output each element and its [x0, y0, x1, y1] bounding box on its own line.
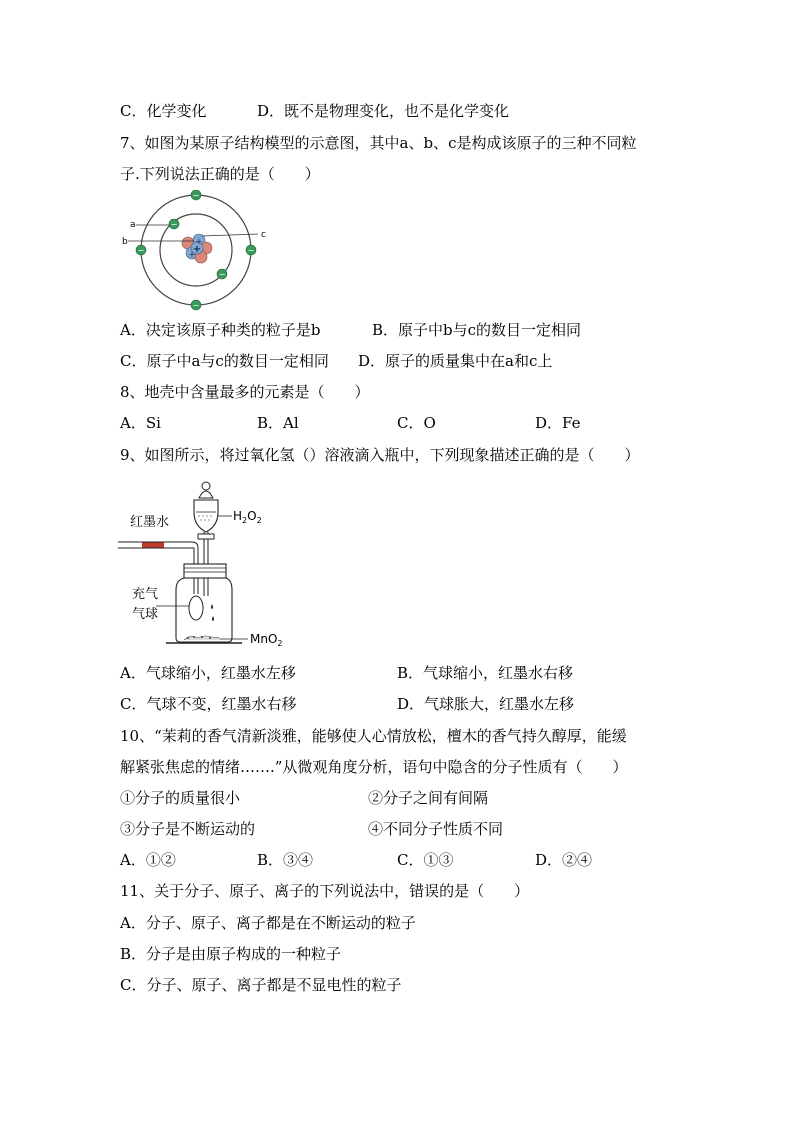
q7-stem-line1: 7、如图为某原子结构模型的示意图，其中a、b、c是构成该原子的三种不同粒: [120, 134, 637, 152]
svg-text:−: −: [218, 270, 226, 279]
q7-stem-line2: 子.下列说法正确的是（ ）: [120, 165, 320, 183]
q11-option-b: B．分子是由原子构成的一种粒子: [120, 945, 342, 963]
atom-structure-diagram: [118, 190, 278, 312]
q10-option-d: D．②④: [535, 851, 593, 869]
q9-option-b: B．气球缩小，红墨水右移: [397, 664, 574, 682]
q11-option-a: A．分子、原子、离子都是在不断运动的粒子: [120, 914, 416, 932]
q10-statement-4: ④不同分子性质不同: [368, 820, 504, 838]
q10-option-b: B．③④: [257, 851, 314, 869]
q8-option-d: D．Fe: [535, 414, 581, 432]
q9-option-d: D．气球胀大，红墨水左移: [397, 695, 575, 713]
q8-option-c: C．O: [397, 414, 436, 432]
q10-option-c: C．①③: [397, 851, 454, 869]
q7-option-b: B．原子中b与c的数目一定相同: [372, 321, 582, 339]
q10-option-a: A．①②: [120, 851, 176, 869]
label-a: a: [130, 220, 136, 230]
label-balloon-line2: 气球: [132, 607, 159, 622]
q9-option-c: C．气球不变，红墨水右移: [120, 695, 297, 713]
nucleus: [182, 234, 212, 263]
svg-text:−: −: [192, 301, 200, 310]
q10-stem-line1: 10、“茉莉的香气清新淡雅，能够使人心情放松，檀木的香气持久醇厚，能缓: [120, 727, 627, 745]
q9-option-a: A．气球缩小，红墨水左移: [120, 664, 296, 682]
svg-text:−: −: [170, 220, 178, 229]
q10-statement-2: ②分子之间有间隔: [368, 789, 489, 807]
svg-text:−: −: [192, 191, 200, 200]
q9-stem: 9、如图所示，将过氧化氢（）溶液滴入瓶中，下列现象描述正确的是（ ）: [120, 446, 640, 464]
q8-option-a: A．Si: [120, 414, 161, 432]
q7-option-d: D．原子的质量集中在a和c上: [358, 352, 553, 370]
svg-text:+: +: [195, 237, 203, 246]
label-red-ink: 红墨水: [130, 515, 170, 530]
q11-option-c: C．分子、原子、离子都是不显电性的粒子: [120, 976, 402, 994]
label-b: b: [122, 237, 128, 247]
q8-option-b: B．Al: [257, 414, 299, 432]
q11-stem: 11、关于分子、原子、离子的下列说法中，错误的是（ ）: [120, 882, 530, 900]
q8-stem: 8、地壳中含量最多的元素是（ ）: [120, 383, 370, 401]
q6-option-c: C．化学变化: [120, 102, 207, 120]
svg-text:−: −: [137, 246, 145, 255]
label-c: c: [261, 230, 266, 240]
label-balloon-line1: 充气: [132, 587, 159, 602]
svg-text:+: +: [188, 250, 196, 259]
svg-text:MnO2: MnO$_2$: [250, 632, 283, 648]
svg-text:+: +: [192, 244, 202, 255]
q7-option-c: C．原子中a与c的数目一定相同: [120, 352, 329, 370]
svg-text:H2O2: $H_2O_2$: [233, 509, 262, 525]
q7-option-a: A．决定该原子种类的粒子是b: [120, 321, 321, 339]
q6-option-d: D．既不是物理变化，也不是化学变化: [257, 102, 510, 120]
h2o2-apparatus-diagram: [118, 476, 308, 651]
q10-statement-3: ③分子是不断运动的: [120, 820, 256, 838]
q10-stem-line2: 解紧张焦虑的情绪…….”从微观角度分析，语句中隐含的分子性质有（ ）: [120, 758, 628, 776]
q10-statement-1: ①分子的质量很小: [120, 789, 241, 807]
svg-text:−: −: [247, 246, 255, 255]
